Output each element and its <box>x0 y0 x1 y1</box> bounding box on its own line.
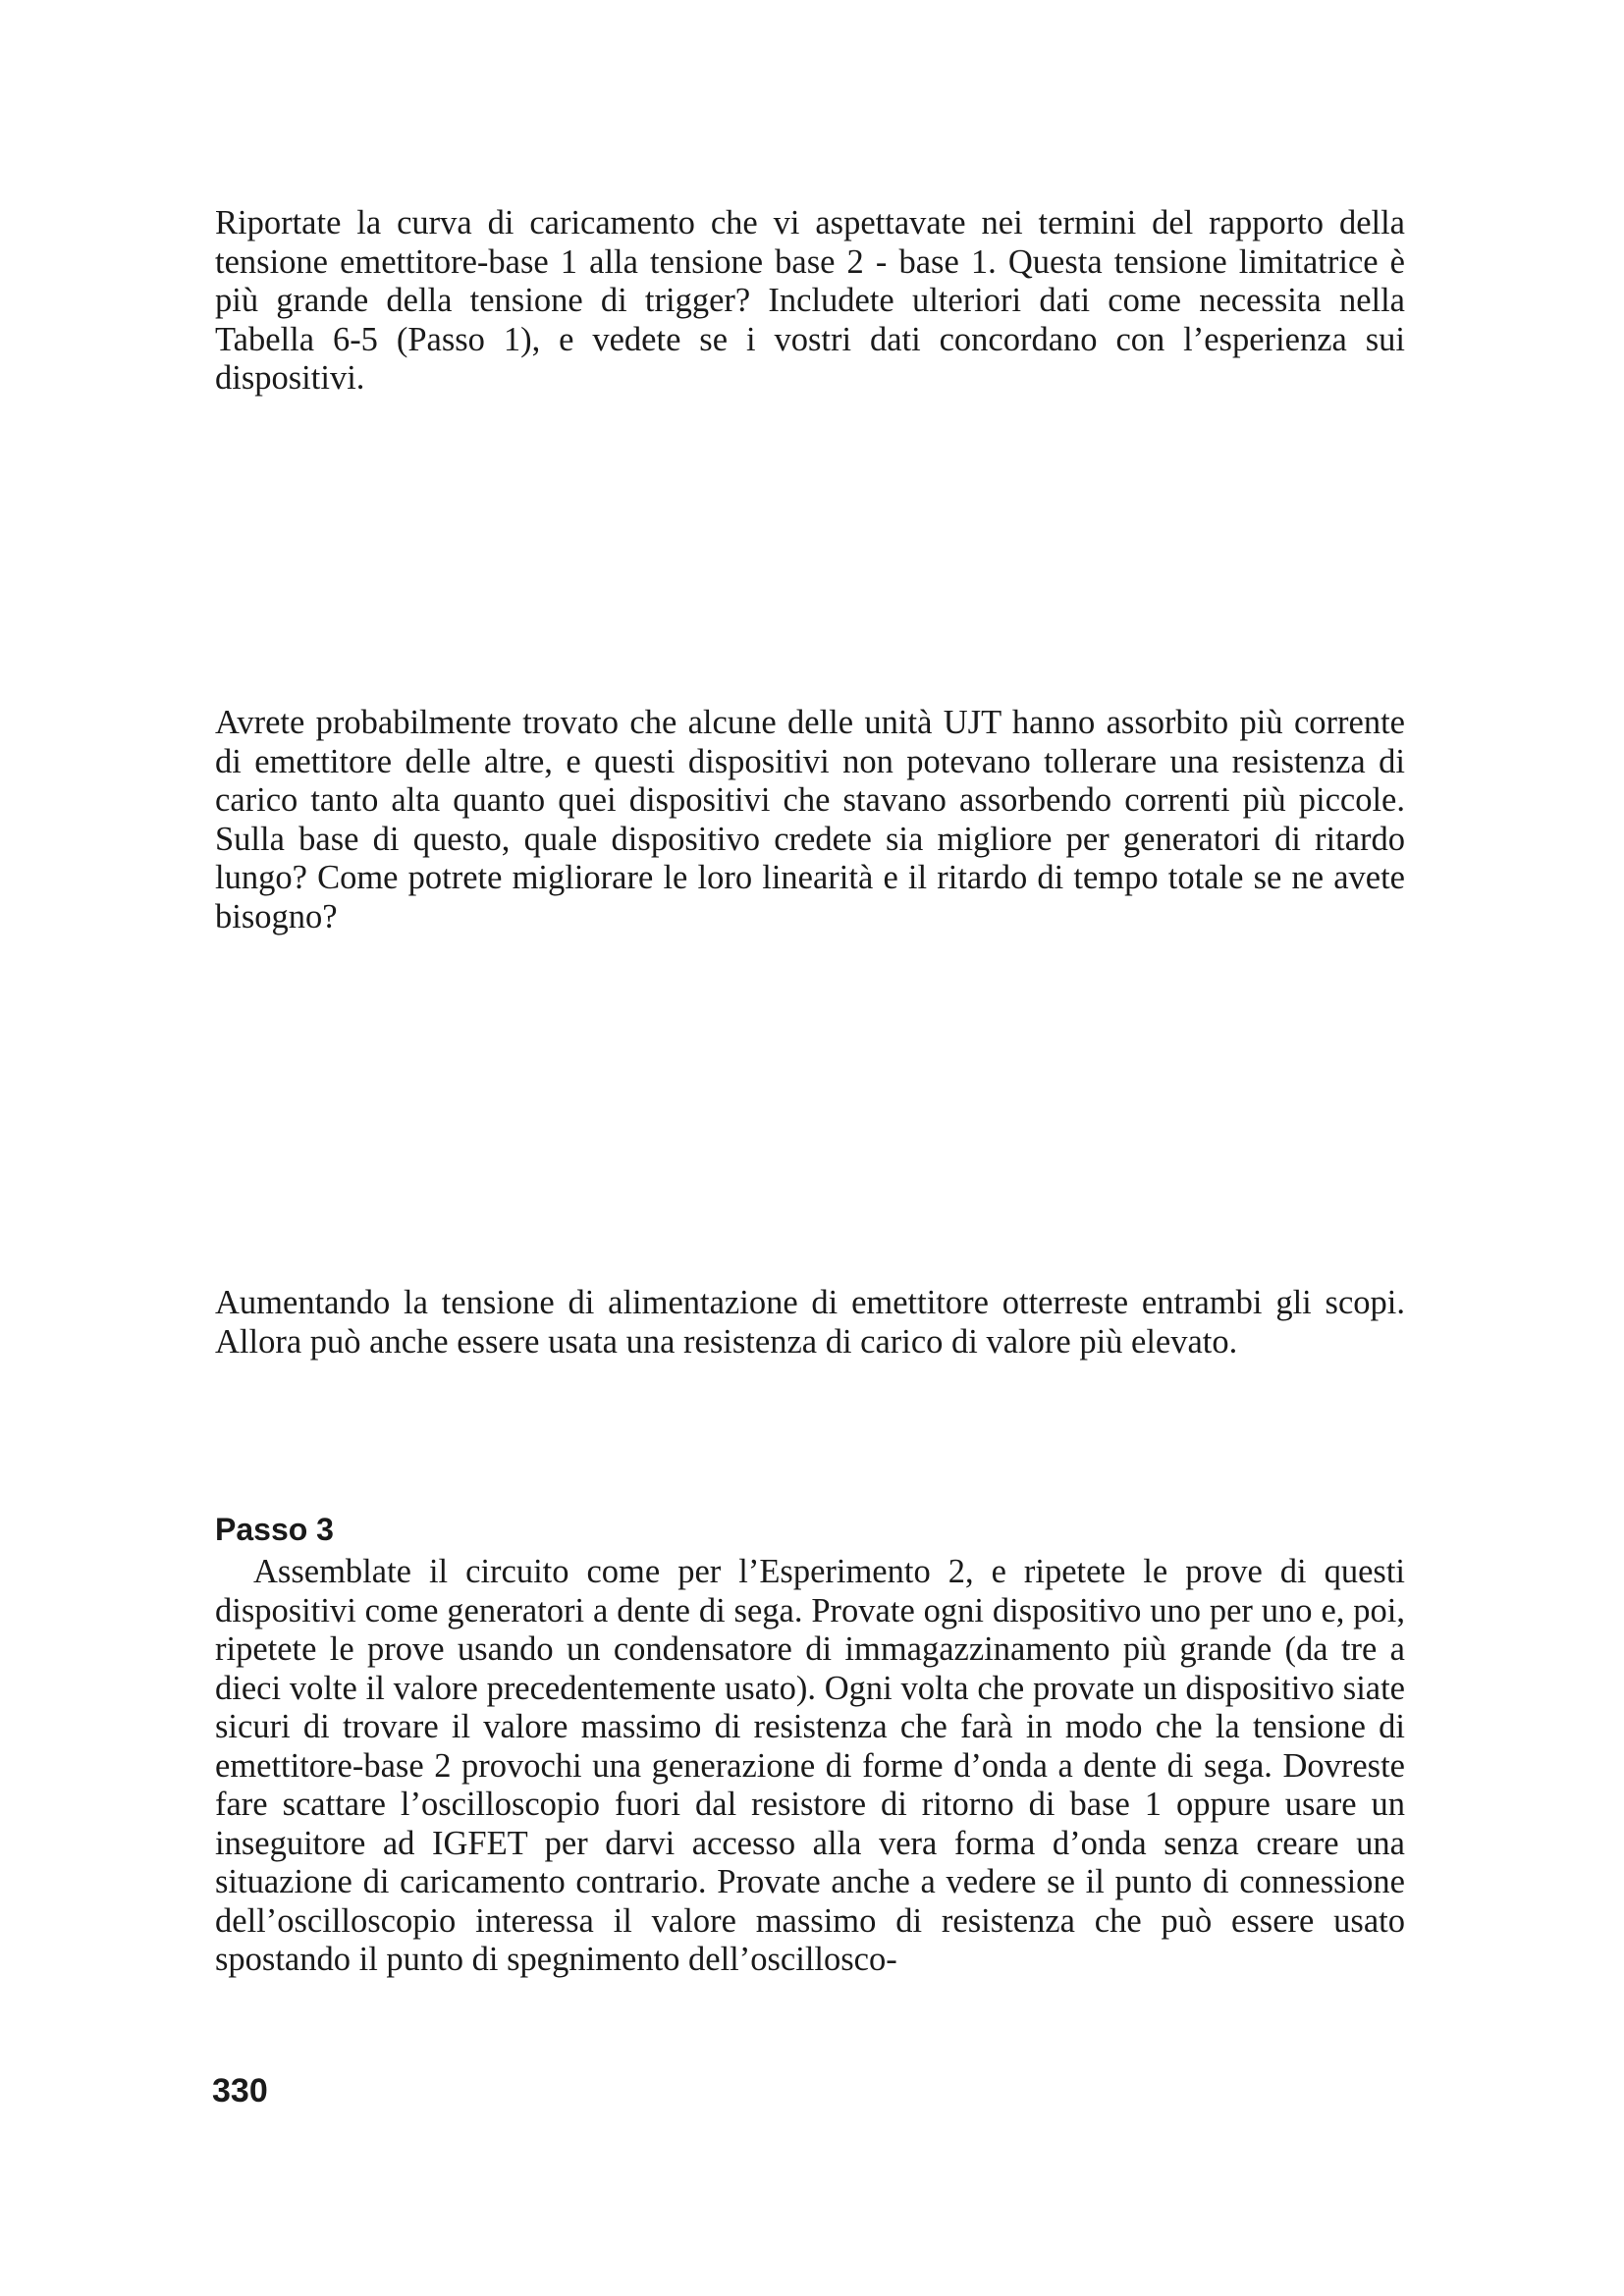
section-body: Assemblate il circuito come per l’Esperimento 2, e ripetete le prove di questi dispositivi come generatori a dente di sega. Provate ogni dispositivo uno per uno e, poi, ripetete le prove usando un condensatore di immagazzinamento più grande (da tre a dieci volte il valore precedentemente usato). Ogni volta che provate un dispositivo siate sicuri di trovare il valore massimo di resistenza che farà in modo che la tensione di emettitore-base 2 provochi una generazione di forme d’onda a dente di sega. Dovreste fare scattare l’oscilloscopio fuori dal resistore di ritorno di base 1 oppure usare un inseguitore ad IGFET per darvi accesso alla vera forma d’onda senza creare una situazione di caricamento contrario. Provate anche a vedere se il punto di connessione dell’oscilloscopio interessa il valore massimo di resistenza che può essere usato spostando il punto di spegnimento dell’oscillosco- <box>215 1553 1405 1978</box>
paragraph-unita-ujt: Avrete probabilmente trovato che alcune delle unità UJT hanno assorbito più corrente di emettitore delle altre, e questi dispositivi non potevano tollerare una resistenza di carico tanto alta quanto quei dispositivi che stavano assorbendo correnti più piccole. Sulla base di questo, quale dispositivo credete sia migliore per generatori di ritardo lungo? Come potrete migliorare le loro linearità e il ritardo di tempo totale se ne avete bisogno? <box>215 704 1405 935</box>
section-passo-3 <box>215 1510 1405 1980</box>
page-number: 330 <box>212 2072 268 2109</box>
paragraph-tensione-alimentazione: Aumentando la tensione di alimentazione di emettitore otterreste entrambi gli scopi. Allora può anche essere usata una resistenza di carico di valore più elevato. <box>215 1284 1405 1361</box>
paragraph-block-1 <box>215 204 1405 399</box>
paragraph-block-2 <box>215 704 1405 936</box>
paragraph-curva-caricamento: Riportate la curva di caricamento che vi aspettavate nei termini del rapporto della tensione emettitore-base 1 alla tensione base 2 - base 1. Questa tensione limitatrice è più grande della tensione di trigger? Includete ulteriori dati come necessita nella Tabella 6-5 (Passo 1), e vedete se i vostri dati concordano con l’esperienza sui dispositivi. <box>215 204 1405 397</box>
section-heading: Passo 3 <box>215 1512 334 1547</box>
paragraph-block-3 <box>215 1284 1405 1362</box>
